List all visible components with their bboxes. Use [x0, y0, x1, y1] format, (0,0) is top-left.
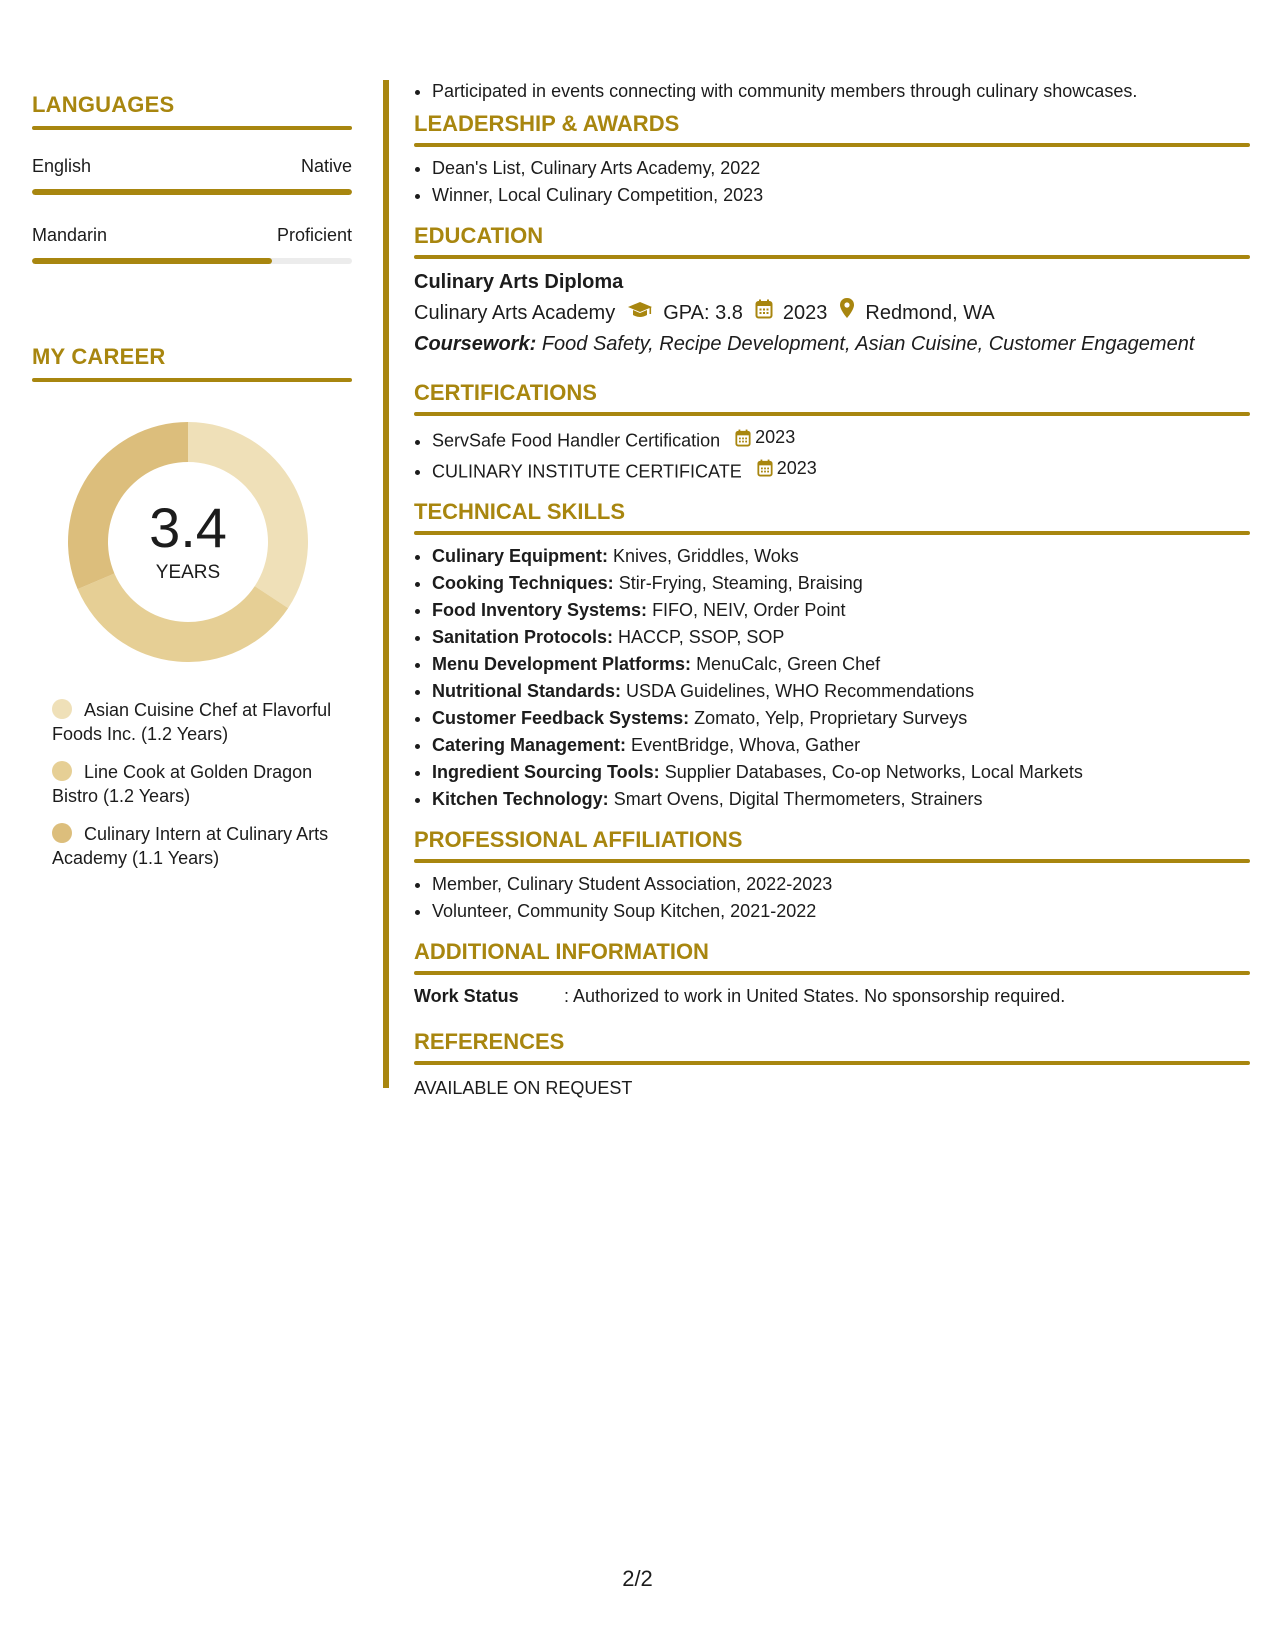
- list-item: [432, 759, 1250, 786]
- skill-value: Knives, Griddles, Woks: [613, 546, 799, 566]
- language-level: Native: [300, 156, 352, 176]
- skill-label: Menu Development Platforms:: [432, 654, 692, 674]
- certification-name: CULINARY INSTITUTE CERTIFICATE: [432, 461, 742, 481]
- legend-label: Asian Cuisine Chef at Flavorful Foods Inc. (1.2 Years): [52, 700, 332, 744]
- skills-title: TECHNICAL SKILLS: [414, 499, 626, 524]
- calendar-icon: [757, 459, 773, 477]
- legend-label: Line Cook at Golden Dragon Bistro (1.2 Years): [52, 762, 313, 806]
- career-donut-chart: [68, 422, 308, 662]
- page-number: 2/2: [622, 1566, 653, 1591]
- list-item: [432, 786, 1250, 813]
- skill-label: Culinary Equipment:: [432, 546, 609, 566]
- calendar-icon: [735, 429, 751, 447]
- certification-name: ServSafe Food Handler Certification: [432, 430, 721, 451]
- legend-dot: [52, 823, 72, 843]
- skill-value: MenuCalc, Green Chef: [696, 654, 881, 674]
- work-status-value: : Authorized to work in United States. No sponsorship required.: [564, 986, 1066, 1006]
- language-proficiency-bar: [32, 189, 352, 195]
- career-title: MY CAREER: [32, 344, 166, 369]
- skill-value: Smart Ovens, Digital Thermometers, Strainers: [613, 789, 983, 809]
- list-item: [432, 732, 1250, 759]
- work-status-label: Work Status: [414, 986, 519, 1006]
- language-proficiency-fill: [32, 189, 352, 195]
- leadership-list: [414, 155, 1250, 209]
- list-item: [432, 570, 1250, 597]
- language-name: Mandarin: [32, 225, 108, 245]
- certification-year: 2023: [755, 427, 796, 447]
- list-item: • Volunteer, Community Soup Kitchen, 2021-2022: [432, 898, 1250, 925]
- list-item: [432, 651, 1250, 678]
- list-item: [432, 624, 1250, 651]
- skill-label: Customer Feedback Systems:: [432, 708, 690, 728]
- list-item: [432, 543, 1250, 570]
- list-item: • Member, Culinary Student Association, 2022-2023: [432, 871, 1250, 898]
- certification-year: 2023: [776, 457, 817, 478]
- list-item: [432, 678, 1250, 705]
- certification-date: [735, 424, 795, 451]
- leadership-rule: [414, 143, 1250, 147]
- list-item: [432, 455, 1250, 486]
- references-rule: [414, 1061, 1250, 1065]
- education-location: Redmond, WA: [865, 301, 995, 324]
- legend-dot: [52, 761, 72, 781]
- list-item: [432, 424, 1250, 455]
- language-item-english: [32, 156, 352, 195]
- work-status: [414, 983, 1250, 1009]
- career-donut-center: [68, 422, 308, 662]
- languages-rule: [32, 126, 352, 130]
- education-rule: [414, 255, 1250, 259]
- skill-label: Sanitation Protocols:: [432, 627, 614, 647]
- career-total-unit: YEARS: [155, 562, 221, 583]
- skills-list: [414, 543, 1250, 813]
- career-legend-item: [52, 760, 342, 808]
- skill-value: Zomato, Yelp, Proprietary Surveys: [694, 708, 968, 728]
- skills-rule: [414, 531, 1250, 535]
- additional-info-title: ADDITIONAL INFORMATION: [414, 939, 709, 964]
- language-item-mandarin: [32, 225, 352, 264]
- career-legend: [52, 698, 342, 870]
- language-name: English: [32, 156, 92, 176]
- career-total-years: 3.4: [149, 496, 227, 559]
- coursework-list: Food Safety, Recipe Development, Asian Cuisine, Customer Engagement: [541, 333, 1195, 355]
- column-divider: [383, 80, 389, 1088]
- experience-bullets: [414, 78, 1250, 105]
- coursework-label: Coursework:: [414, 333, 537, 355]
- left-column: [32, 70, 352, 884]
- coursework: [414, 328, 1250, 360]
- career-rule: [32, 378, 352, 382]
- skill-value: FIFO, NEIV, Order Point: [652, 600, 846, 620]
- list-item: • Participated in events connecting with community members through culinary showcases.: [432, 78, 1250, 105]
- certifications-list: [414, 424, 1250, 485]
- gpa: GPA: 3.8: [663, 301, 743, 324]
- skill-label: Ingredient Sourcing Tools:: [432, 762, 660, 782]
- affiliations-title: PROFESSIONAL AFFILIATIONS: [414, 827, 743, 852]
- graduation-cap-icon: [627, 298, 653, 328]
- language-proficiency-fill: [32, 258, 272, 264]
- degree-title: Culinary Arts Diploma: [414, 271, 624, 293]
- affiliations-list: [414, 871, 1250, 925]
- calendar-icon: [755, 298, 773, 328]
- additional-info-rule: [414, 971, 1250, 975]
- language-proficiency-bar: [32, 258, 352, 264]
- skill-value: USDA Guidelines, WHO Recommendations: [626, 681, 975, 701]
- skill-value: EventBridge, Whova, Gather: [631, 735, 861, 755]
- career-legend-item: [52, 698, 342, 746]
- skill-label: Cooking Techniques:: [432, 573, 614, 593]
- languages-title: LANGUAGES: [32, 92, 175, 117]
- education-title: EDUCATION: [414, 223, 544, 248]
- language-level: Proficient: [276, 225, 352, 245]
- list-item: • Dean's List, Culinary Arts Academy, 2022: [432, 155, 1250, 182]
- legend-dot: [52, 699, 72, 719]
- affiliations-rule: [414, 859, 1250, 863]
- skill-label: Food Inventory Systems:: [432, 600, 648, 620]
- list-item: [432, 597, 1250, 624]
- certifications-rule: [414, 412, 1250, 416]
- references-title: REFERENCES: [414, 1029, 565, 1054]
- skill-value: Supplier Databases, Co-op Networks, Local Markets: [664, 762, 1083, 782]
- leadership-title: LEADERSHIP & AWARDS: [414, 111, 680, 136]
- skill-value: Stir-Frying, Steaming, Braising: [618, 573, 863, 593]
- school-name: Culinary Arts Academy: [414, 301, 616, 324]
- skill-value: HACCP, SSOP, SOP: [618, 627, 785, 647]
- legend-label: Culinary Intern at Culinary Arts Academy (1.1 Years): [52, 824, 329, 868]
- skill-label: Nutritional Standards:: [432, 681, 622, 701]
- list-item: [432, 705, 1250, 732]
- skill-label: Kitchen Technology:: [432, 789, 609, 809]
- map-pin-icon: [839, 297, 855, 328]
- education-details: [414, 297, 1250, 328]
- certification-date: [757, 455, 817, 482]
- skill-label: Catering Management:: [432, 735, 627, 755]
- career-legend-item: [52, 822, 342, 870]
- right-column: [414, 78, 1250, 1101]
- graduation-year: 2023: [782, 301, 828, 324]
- list-item: • Winner, Local Culinary Competition, 2023: [432, 182, 1250, 209]
- certifications-title: CERTIFICATIONS: [414, 380, 597, 405]
- references-text: AVAILABLE ON REQUEST: [414, 1078, 633, 1098]
